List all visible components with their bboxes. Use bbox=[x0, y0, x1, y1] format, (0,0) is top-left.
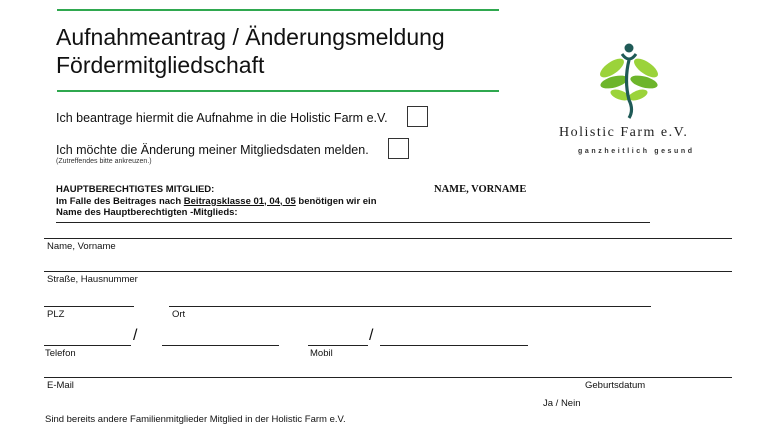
hauptmitglied-heading: HAUPTBERECHTIGTES MITGLIED: bbox=[56, 184, 215, 195]
hauptmitglied-name-label: NAME, VORNAME bbox=[434, 184, 527, 195]
header-top-rule bbox=[57, 9, 499, 11]
email-label: E-Mail bbox=[47, 380, 74, 391]
hauptmitglied-line-2 bbox=[56, 196, 377, 208]
mobil-label: Mobil bbox=[310, 348, 333, 359]
mobil-prefix-line[interactable] bbox=[308, 345, 368, 346]
leaf-figure-logo-icon bbox=[596, 40, 662, 120]
logo-tagline: ganzheitlich gesund bbox=[578, 148, 695, 155]
option-aufnahme-label: Ich beantrage hiermit die Aufnahme in die Holistic Farm e.V. bbox=[56, 111, 388, 125]
ort-line[interactable] bbox=[169, 306, 651, 307]
plz-label: PLZ bbox=[47, 309, 65, 320]
name-vorname-label: Name, Vorname bbox=[47, 241, 116, 252]
name-vorname-line[interactable] bbox=[44, 238, 732, 239]
page-title bbox=[56, 23, 445, 79]
telefon-slash: / bbox=[133, 327, 138, 344]
hauptmitglied-block bbox=[56, 184, 377, 219]
beitragsklasse-link[interactable]: Beitragsklasse 01, 04, 05 bbox=[183, 195, 296, 207]
email-line[interactable] bbox=[44, 377, 732, 378]
mobil-slash: / bbox=[369, 327, 374, 344]
telefon-prefix-line[interactable] bbox=[44, 345, 131, 346]
header-bottom-rule bbox=[57, 90, 499, 92]
logo bbox=[596, 40, 662, 120]
hauptmitglied-line-2-post: benötigen wir ein bbox=[295, 195, 377, 207]
plz-line[interactable] bbox=[44, 306, 134, 307]
logo-name: Holistic Farm e.V. bbox=[559, 125, 689, 140]
hauptmitglied-line-3: Name des Hauptberechtigten -Mitglieds: bbox=[56, 207, 238, 218]
page-title-line-2: Fördermitgliedschaft bbox=[56, 52, 265, 78]
geburtsdatum-label: Geburtsdatum bbox=[585, 380, 646, 391]
strasse-label: Straße, Hausnummer bbox=[47, 274, 138, 285]
checkbox-aenderung[interactable] bbox=[388, 138, 409, 159]
option-hint: (Zutreffendes bitte ankreuzen.) bbox=[56, 158, 152, 165]
strasse-line[interactable] bbox=[44, 271, 732, 272]
telefon-number-line[interactable] bbox=[162, 345, 279, 346]
telefon-label: Telefon bbox=[45, 348, 76, 359]
ja-nein-label: Ja / Nein bbox=[543, 398, 581, 409]
hauptmitglied-line-2-pre: Im Falle des Beitrages nach bbox=[56, 195, 184, 207]
ort-label: Ort bbox=[172, 309, 186, 320]
page-title-line-1: Aufnahmeantrag / Änderungsmeldung bbox=[56, 24, 445, 50]
familie-question: Sind bereits andere Familienmitglieder Mitglied in der Holistic Farm e.V. bbox=[45, 414, 346, 425]
hauptmitglied-name-line[interactable] bbox=[56, 222, 650, 223]
mobil-number-line[interactable] bbox=[380, 345, 528, 346]
checkbox-aufnahme[interactable] bbox=[407, 106, 428, 127]
option-aenderung-label: Ich möchte die Änderung meiner Mitgliedsdaten melden. bbox=[56, 143, 369, 157]
